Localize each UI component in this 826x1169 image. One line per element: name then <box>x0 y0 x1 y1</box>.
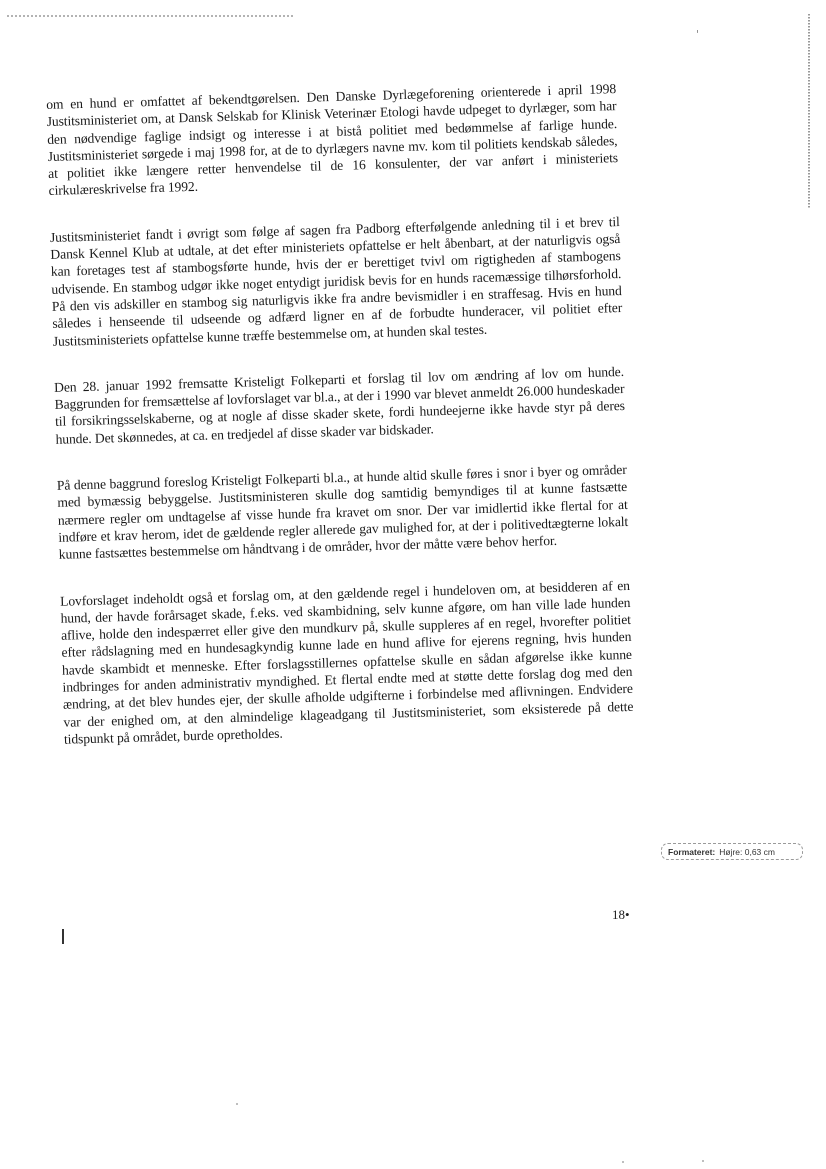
change-bar <box>62 929 64 944</box>
paragraph-1: om en hund er omfattet af bekendtgørelsen. Den Danske Dyrlægeforening orienterede i april 1998 Justitsministeriet om, at Dansk Selskab for Klinisk Veterinær Etologi havde udpeget to dyrlæger, som har den nødvendige faglige indsigt og interesse i at bistå politiet med bedømmelse af farlige hunde. Justitsministeriet sørgede i maj 1998 for, at de to dyrlægers navne mv. kom til politiets kendskab således, at politiet ikke længere retter henvendelse til de 16 konsulenter, der var anført i ministeriets cirkulæreskrivelse fra 1992. <box>46 81 619 199</box>
format-label: Formateret: <box>668 846 716 857</box>
scan-speck <box>622 1161 624 1163</box>
scan-dotted-line <box>6 14 294 18</box>
scan-speck <box>236 1103 238 1105</box>
format-value: Højre: 0,63 cm <box>719 846 775 857</box>
scan-speck <box>702 1160 704 1162</box>
formatting-comment-balloon[interactable] <box>661 843 803 860</box>
scan-mark: ' <box>696 28 700 41</box>
paragraph-2: Justitsministeriet fandt i øvrigt som følge af sagen fra Padborg efterfølgende anledning til i et brev til Dansk Kennel Klub at udtale, at det efter ministeriets opfattelse er helt åbenbart, at der naturligvis også kan foretages test af stambogsførte hunde, hvis der er berettiget tvivl om rigtigheden af stambogens udvisende. En stambog udgør ikke noget entydigt juridisk bevis for en hunds racemæssige tilhørsforhold. På den vis adskiller en stambog sig naturligvis ikke fra andre bevismidler i en straffesag. Hvis en hund således i henseende til udseende og adfærd ligner en af de forbudte hunderacer, vil politiet efter Justitsministeriets opfattelse kunne træffe bestemmelse om, at hunden skal testes. <box>49 213 623 349</box>
paragraph-4: På denne baggrund foreslog Kristeligt Folkeparti bl.a., at hunde altid skulle føres i snor i byer og områder med bymæssig bebyggelse. Justitsministeren skulle dog samtidig bemyndiges til at kunne fastsætte nærmere regler om undtagelse af visse hunde fra kravet om snor. Der var imidlertid ikke flertal for at indføre et krav herom, idet de gældende regler allerede gav mulighed for, at der i politivedtægterne lokalt kunne fastsættes bestemmelse om håndtvang i de områder, hvor der måtte være behov herfor. <box>56 461 629 563</box>
scan-edge-line <box>808 14 810 209</box>
page-number: 18• <box>612 907 630 922</box>
paragraph-3: Den 28. januar 1992 fremsatte Kristeligt Folkeparti et forslag til lov om ændring af lov om hunde. Baggrunden for fremsættelse af lovforslaget var bl.a., at der i 1990 var blevet anmeldt 26.000 hundeskader til forsikringsselskaberne, og at nogle af disse skader skete, fordi hundeejerne ikke havde styr på deres hunde. Det skønnedes, at ca. en tredjedel af disse skader var bidskader. <box>53 363 626 447</box>
document-body <box>46 80 635 777</box>
paragraph-5: Lovforslaget indeholdt også et forslag om, at den gældende regel i hundeloven om, at besidderen af en hund, der havde forårsaget skade, f.eks. ved skambidning, selv kunne afgøre, om han ville lade hunden aflive, holde den indespærret eller give den mundkurv på, skulle suppleres af en regel, hvorefter politiet efter rådslagning med en hundesagkyndig kunne lade en hund aflive for ejerens regning, hvis hunden havde skambidt et menneske. Efter forslagsstillernes opfattelse skulle en sådan afgørelse ikke kunne indbringes for anden administrativ myndighed. Et flertal endte med at støtte dette forslag dog med den ændring, at det blev hundes ejer, der skulle afholde udgifterne i forbindelse med aflivningen. Endvidere var der enighed om, at den almindelige klageadgang til Justitsministeriet, som eksisterede på dette tidspunkt på området, burde opretholdes. <box>59 577 634 747</box>
